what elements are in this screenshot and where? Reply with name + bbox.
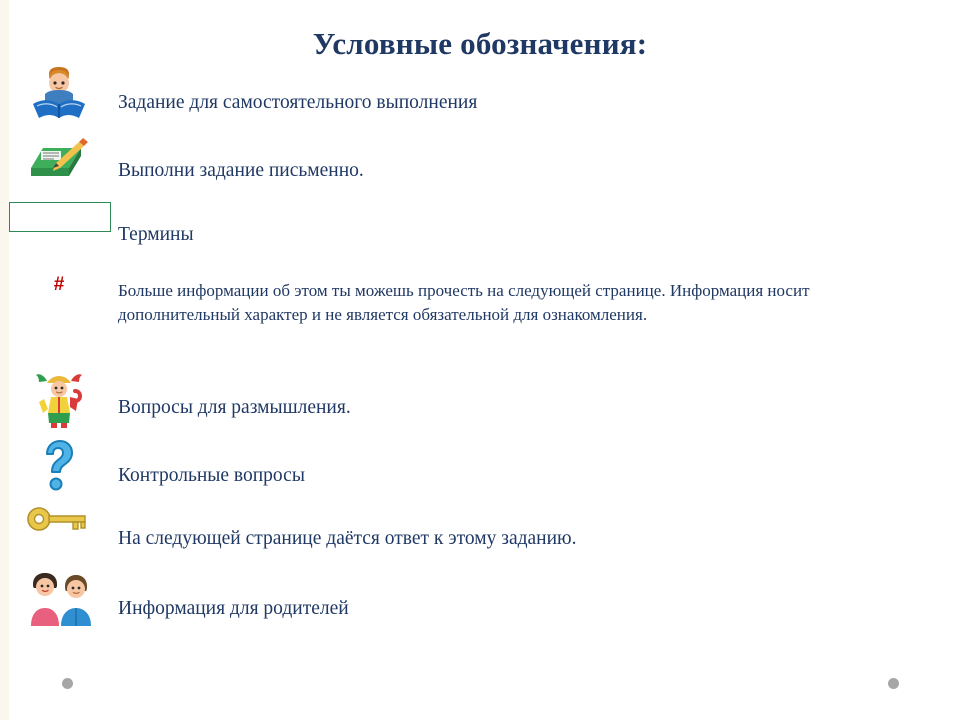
list-item-label: Контрольные вопросы (118, 465, 305, 486)
list-item-label: Информация для родителей (118, 598, 349, 619)
list-item-label: Выполни задание письменно. (118, 160, 364, 181)
list-item (0, 568, 960, 638)
parents-couple-icon (0, 568, 118, 628)
blue-question-mark-icon (0, 437, 118, 493)
boy-reading-book-icon (0, 66, 118, 124)
jester-clown-icon (0, 367, 118, 429)
legend-list (0, 66, 960, 638)
list-item (0, 437, 960, 504)
notebook-with-pencil-icon (0, 134, 118, 184)
list-item-label: Задание для самостоятельного выполнения (118, 92, 478, 113)
list-item (0, 202, 960, 267)
page-title: Условные обозначения: (312, 26, 648, 61)
list-item-label: На следующей странице даётся ответ к этому заданию. (118, 528, 577, 549)
bullet-dot-right (888, 678, 899, 689)
list-item (0, 504, 960, 568)
hash-symbol-label: # (53, 274, 65, 295)
green-rectangle-box-icon (0, 202, 118, 232)
list-item-label: Термины (118, 224, 194, 245)
list-item (0, 134, 960, 202)
hash-symbol-icon (0, 267, 118, 294)
golden-key-icon (0, 504, 118, 538)
list-item (0, 367, 960, 437)
list-item-label: Вопросы для размышления. (118, 397, 351, 418)
list-item (0, 267, 960, 367)
list-item (0, 66, 960, 134)
list-item-label: Больше информации об этом ты можешь прочесть на следующей странице. Информация носит дополнительный характер и не является обязательной для ознакомления. (118, 281, 810, 325)
bullet-dot-left (62, 678, 73, 689)
